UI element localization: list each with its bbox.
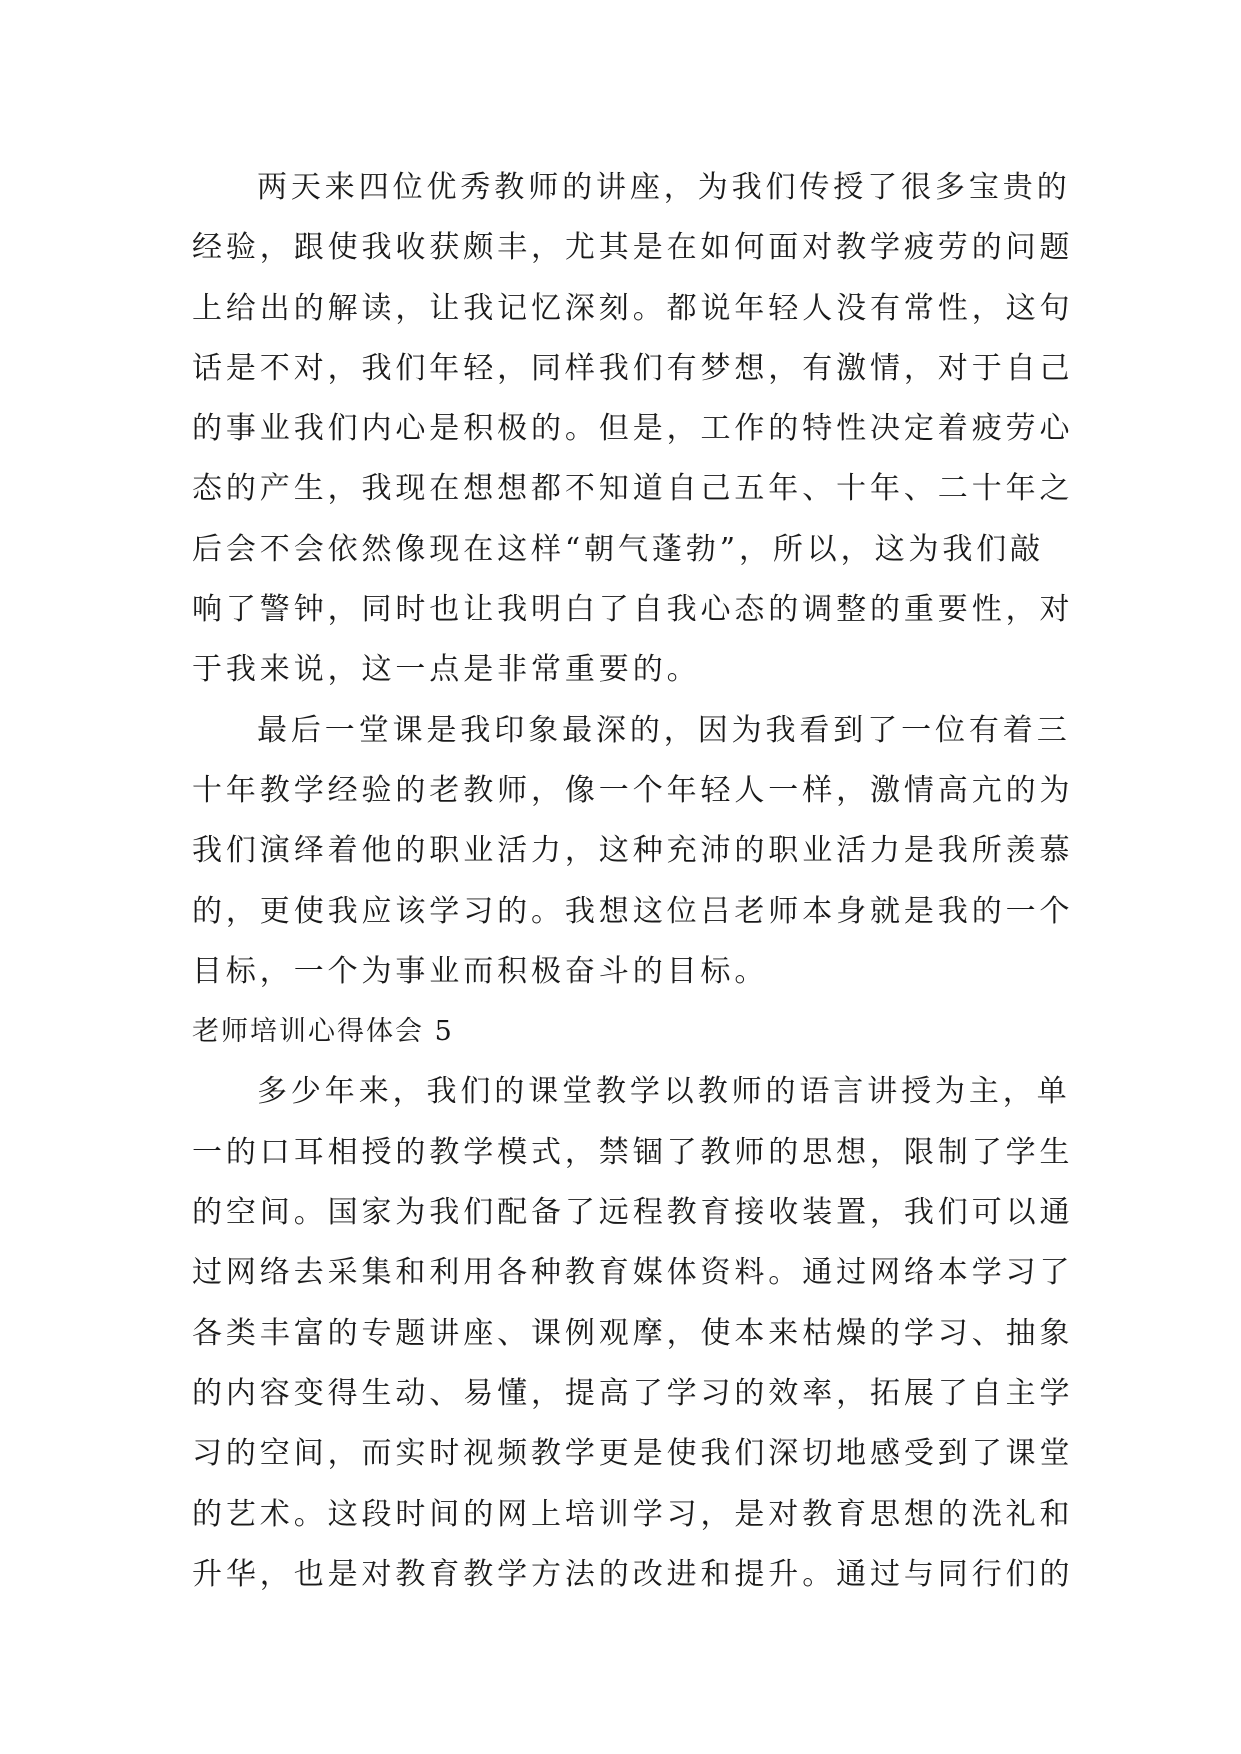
document-body xyxy=(192,158,1074,1605)
text-line: 态的产生，我现在想想都不知道自己五年、十年、二十年之 xyxy=(192,471,1074,507)
section-heading: 老师培训心得体会 5 xyxy=(192,1016,454,1048)
text-line: 的，更使我应该学习的。我想这位吕老师本身就是我的一个 xyxy=(192,893,1074,929)
text-line: 最后一堂课是我印象最深的，因为我看到了一位有着三 xyxy=(257,712,1071,748)
text-line: 的内容变得生动、易懂，提高了学习的效率，拓展了自主学 xyxy=(192,1375,1074,1411)
text-line: 十年教学经验的老教师，像一个年轻人一样，激情高亢的为 xyxy=(192,772,1074,808)
text-line: 一的口耳相授的教学模式，禁锢了教师的思想，限制了学生 xyxy=(192,1134,1074,1170)
text-line: 两天来四位优秀教师的讲座，为我们传授了很多宝贵的 xyxy=(257,170,1071,205)
text-line: 目标，一个为事业而积极奋斗的目标。 xyxy=(192,953,769,989)
paragraph-2 xyxy=(192,701,1074,1002)
text-line: 过网络去采集和利用各种教育媒体资料。通过网络本学习了 xyxy=(192,1255,1074,1291)
text-line: 响了警钟，同时也让我明白了自我心态的调整的重要性，对 xyxy=(192,592,1074,628)
text-line: 的艺术。这段时间的网上培训学习，是对教育思想的洗礼和 xyxy=(192,1496,1074,1532)
text-line: 的空间。国家为我们配备了远程教育接收装置，我们可以通 xyxy=(192,1195,1074,1231)
text-line: 各类丰富的专题讲座、课例观摩，使本来枯燥的学习、抽象 xyxy=(192,1315,1074,1351)
text-line: 于我来说，这一点是非常重要的。 xyxy=(192,652,701,688)
text-line: 我们演绎着他的职业活力，这种充沛的职业活力是我所羡慕 xyxy=(192,833,1074,869)
text-line: 上给出的解读，让我记忆深刻。都说年轻人没有常性，这句 xyxy=(192,290,1074,326)
text-line: 经验，跟使我收获颇丰，尤其是在如何面对教学疲劳的问题 xyxy=(192,230,1074,266)
text-line: 后会不会依然像现在这样“朝气蓬勃”，所以，这为我们敲 xyxy=(192,531,1045,567)
text-line: 习的空间，而实时视频教学更是使我们深切地感受到了课堂 xyxy=(192,1436,1074,1472)
text-line: 升华，也是对教育教学方法的改进和提升。通过与同行们的 xyxy=(192,1556,1074,1592)
text-line: 话是不对，我们年轻，同样我们有梦想，有激情，对于自己 xyxy=(192,350,1074,386)
text-line: 的事业我们内心是积极的。但是，工作的特性决定着疲劳心 xyxy=(192,411,1074,447)
text-line: 多少年来，我们的课堂教学以教师的语言讲授为主，单 xyxy=(257,1074,1071,1110)
paragraph-3 xyxy=(192,1062,1074,1605)
paragraph-1 xyxy=(192,158,1074,701)
